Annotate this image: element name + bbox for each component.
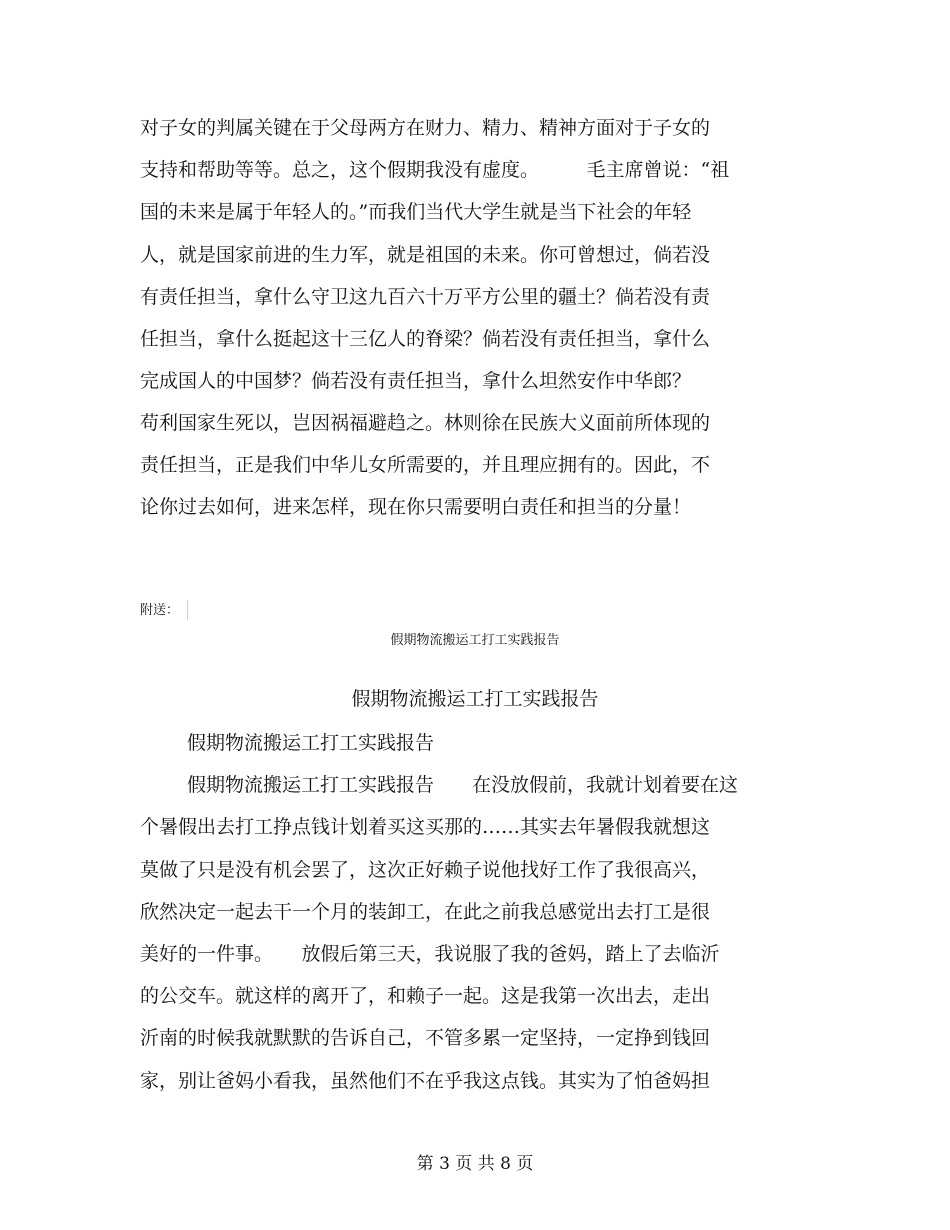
paragraph2-line: 家，别让爸妈小看我，虽然他们不在乎我这点钱。其实为了怕爸妈担: [140, 1070, 711, 1092]
paragraph2-line: 欣然决定一起去干一个月的装卸工，在此之前我总感觉出去打工是很: [140, 901, 711, 923]
paragraph2-line: 沂南的时候我就默默的告诉自己，不管多累一定坚持，一定挣到钱回: [140, 1027, 711, 1049]
paragraph1-line: 论你过去如何，进来怎样，现在你只需要明白责任和担当的分量！: [140, 496, 692, 518]
small-title: 假期物流搬运工打工实践报告: [390, 633, 560, 648]
paragraph1-line: 完成国人的中国梦？倘若没有责任担当，拿什么坦然安作中华郎？: [140, 370, 692, 392]
paragraph1-line: 苟利国家生死以，岂因祸福避趋之。林则徐在民族大义面前所体现的: [140, 412, 711, 434]
addon-divider: [187, 600, 188, 620]
paragraph1-line: 支持和帮助等等。总之，这个假期我没有虚度。 毛主席曾说：“祖: [140, 159, 730, 181]
paragraph1-line: 人，就是国家前进的生力军，就是祖国的未来。你可曾想过，倘若没: [140, 244, 711, 266]
paragraph2-line: 假期物流搬运工打工实践报告 在没放假前，我就计划着要在这: [187, 774, 739, 796]
paragraph2-line: 莫做了只是没有机会罢了，这次正好赖子说他找好工作了我很高兴，: [140, 859, 711, 881]
paragraph1-line: 任担当，拿什么挺起这十三亿人的脊梁？倘若没有责任担当，拿什么: [140, 328, 711, 350]
paragraph1-line: 有责任担当，拿什么守卫这九百六十万平方公里的疆土？倘若没有责: [140, 286, 711, 308]
paragraph2-line: 的公交车。就这样的离开了，和赖子一起。这是我第一次出去，走出: [140, 985, 711, 1007]
paragraph1-line: 国的未来是属于年轻人的。”而我们当代大学生就是当下社会的年轻: [140, 201, 692, 223]
page-footer: 第 3 页 共 8 页: [416, 1154, 534, 1174]
paragraph1-line: 对子女的判属关键在于父母两方在财力、精力、精神方面对于子女的: [140, 117, 711, 139]
paragraph2-line: 个暑假出去打工挣点钱计划着买这买那的……其实去年暑假我就想这: [140, 816, 711, 838]
paragraph2-line: 美好的一件事。 放假后第三天，我说服了我的爸妈，踏上了去临沂: [140, 943, 720, 965]
addon-label: 附送：: [140, 603, 180, 618]
subtitle-line: 假期物流搬运工打工实践报告: [187, 732, 435, 754]
main-title: 假期物流搬运工打工实践报告: [351, 688, 599, 710]
paragraph1-line: 责任担当，正是我们中华儿女所需要的，并且理应拥有的。因此，不: [140, 454, 711, 476]
